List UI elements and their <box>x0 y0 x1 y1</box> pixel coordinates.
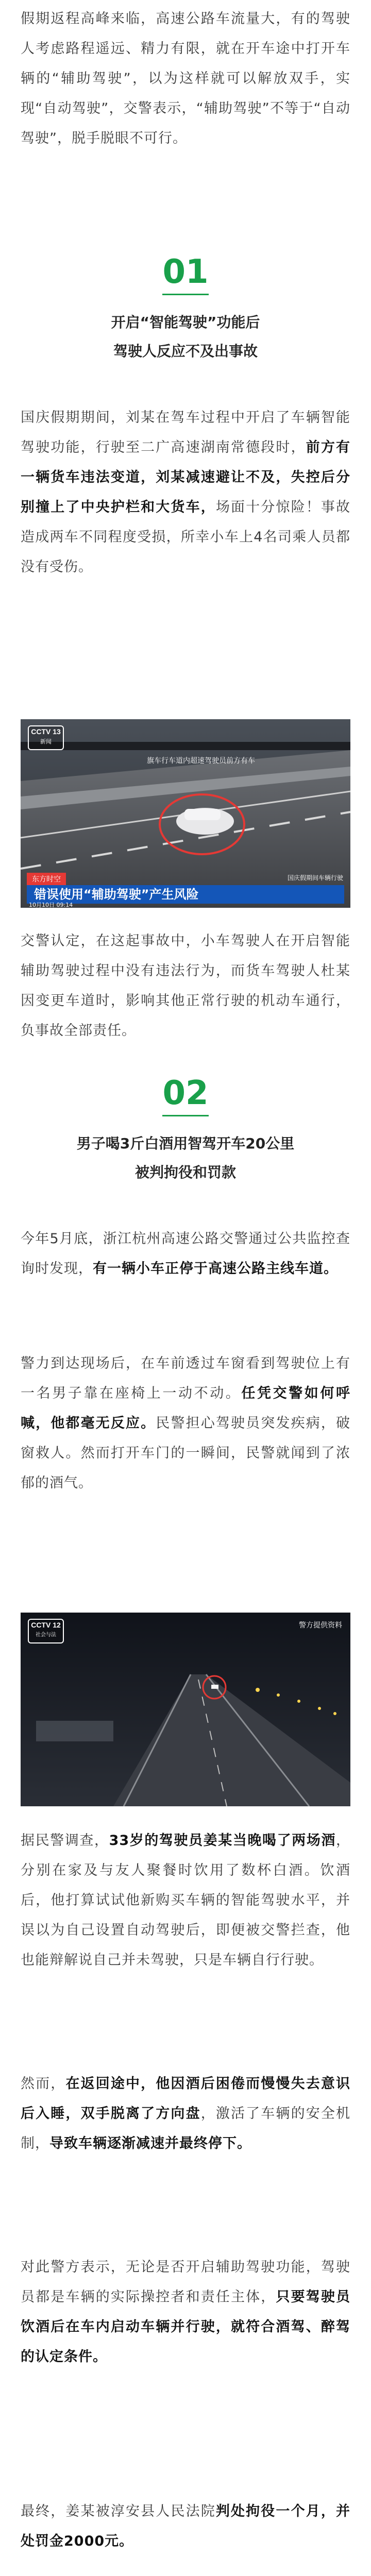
section-title: 开启“智能驾驶”功能后 <box>111 314 260 331</box>
body-paragraph <box>21 926 350 1046</box>
paragraph-text: 警力到达现场后，在车前透过车窗看到驾驶位上有一名男子靠在座椅上一动不动。 <box>21 1355 350 1401</box>
body-paragraph <box>21 2069 350 2159</box>
emphasized-text: 前方有一辆货车违法变道，刘某减速避让不及，失控后分别撞上了中央护栏和大货车， <box>21 439 351 515</box>
night-highway-image <box>21 1613 350 1806</box>
paragraph-text: 然而， <box>21 2076 66 2092</box>
channel-logo-text: CCTV 12 <box>31 1621 61 1629</box>
section-title: 男子喝3斤白酒用智驾开车20公里 <box>76 1135 295 1152</box>
channel-sub: 社会与法 <box>36 1632 56 1638</box>
emphasized-text: 任凭交警如何呼喊，他都毫无反应。 <box>21 1385 351 1431</box>
body-paragraph <box>21 2252 350 2372</box>
paragraph-text: ，激活了车辆的安全机制， <box>21 2106 351 2151</box>
paragraph-text: 今年5月底，浙江杭州高速公路交警通过公共监控查询时发现， <box>21 1231 350 1277</box>
news-photo-highway <box>21 719 350 908</box>
emphasized-text: 有一辆小车正停于高速公路主线车道。 <box>93 1261 338 1277</box>
paragraph-text: 假期返程高峰来临，高速公路车流量大，有的驾驶人考虑路程遥远、精力有限，就在开车途中打开车辆的“辅助驾驶”，以为这样就可以解放双手，实现“自动驾驶”，交警表示，“辅助驾驶”不等于“自动驾驶”，脱手脱眼不可行。 <box>21 11 350 146</box>
section-number: 02 <box>162 1074 209 1112</box>
banner-tag: 东方时空 <box>27 873 66 885</box>
body-paragraph <box>21 403 350 582</box>
emphasized-text: 33岁的驾驶员姜某当晚喝了两场酒 <box>109 1833 336 1849</box>
section-number: 01 <box>162 253 209 291</box>
banner-ticker: 10月10日 09:14 <box>29 902 73 908</box>
section-title: 被判拘役和罚款 <box>134 1164 236 1181</box>
body-paragraph <box>21 2497 350 2556</box>
news-photo-night <box>21 1613 350 1806</box>
channel-sub: 新闻 <box>40 739 52 745</box>
paragraph-text: ，分别在家及与友人聚餐时饮用了数杯白酒。饮酒后，他打算试试他新购买车辆的智能驾驶水平，并误以为自己设置自动驾驶后，即便被交警拦查，他也能辩解说自己并未驾驶，只是车辆自行行驶。 <box>21 1833 351 1968</box>
channel-logo <box>28 1619 64 1643</box>
video-caption: 旗车行车道内超速驾驶员前方有车 <box>147 757 255 765</box>
body-paragraph <box>21 1349 350 1498</box>
paragraph-text: 场面十分惊险！事故造成两车不同程度受损，所幸小车上4名司乘人员都没有受伤。 <box>21 499 351 575</box>
emphasized-text: 导致车辆逐渐减速并最终停下。 <box>49 2136 251 2151</box>
paragraph-text: 交警认定，在这起事故中，小车驾驶人在开启智能辅助驾驶过程中没有违法行为，而货车驾驶人杜某因变更车道时，影响其他正常行驶的机动车通行，负事故全部责任。 <box>21 933 350 1039</box>
banner-title: 错误使用“辅助驾驶”产生风险 <box>27 885 344 904</box>
photo-source-label: 警方提供资料 <box>299 1621 342 1630</box>
channel-logo-text: CCTV 13 <box>31 727 61 736</box>
paragraph-text: 据民警调查， <box>21 1833 109 1849</box>
body-paragraph <box>21 1826 350 1975</box>
body-paragraph <box>21 1224 350 1284</box>
emphasized-text: 判处拘役一个月，并处罚金2000元。 <box>21 2503 351 2549</box>
section-title: 驾驶人反应不及出事故 <box>113 343 258 360</box>
channel-logo <box>28 725 64 750</box>
paragraph-text: 民警担心驾驶员突发疾病，破窗救人。然而打开车门的一瞬间，民警就闻到了浓郁的酒气。 <box>21 1415 351 1491</box>
banner-corner-text: 国庆假期间车辆行驶 <box>287 874 343 882</box>
paragraph-text: 国庆假期期间，刘某在驾车过程中开启了车辆智能驾驶功能，行驶至二广高速湖南常德段时， <box>21 410 350 455</box>
intro-paragraph <box>21 4 350 154</box>
news-banner <box>21 865 350 908</box>
paragraph-text: 最终，姜某被淳安县人民法院 <box>21 2503 216 2519</box>
emphasized-text: 在返回途中，他因酒后困倦而慢慢失去意识后入睡，双手脱离了方向盘 <box>21 2076 351 2122</box>
emphasized-text: 只要驾驶员饮酒后在车内启动车辆并行驶，就符合酒驾、醉驾的认定条件。 <box>21 2289 351 2365</box>
paragraph-text: 对此警方表示，无论是否开启辅助驾驶功能，驾驶员都是车辆的实际操控者和责任主体， <box>21 2259 350 2305</box>
section-divider <box>162 1115 209 1116</box>
section-divider <box>162 294 209 295</box>
